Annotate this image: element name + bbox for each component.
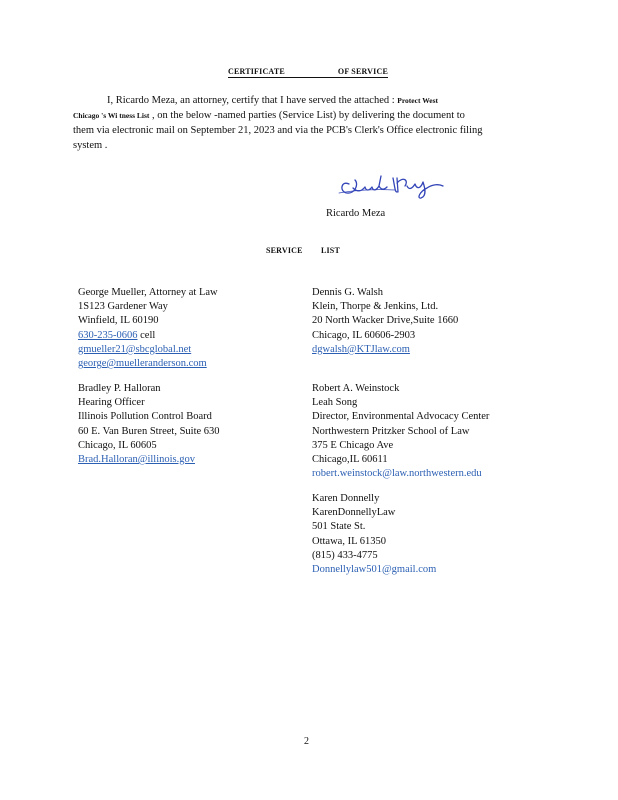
- para-line2: , on the below -named parties (Service List) by delivering the document to: [152, 110, 465, 121]
- contact-line: 501 State St.: [312, 521, 366, 533]
- document-name-part1: Protect West: [397, 96, 439, 105]
- contact-line: Ottawa, IL 61350: [312, 535, 386, 547]
- contact-walsh: [312, 286, 458, 357]
- contact-line: Northwestern Pritzker School of Law: [312, 425, 470, 437]
- contact-line: (815) 433-4775: [312, 549, 378, 561]
- contact-line: Illinois Pollution Control Board: [78, 411, 212, 423]
- phone-suffix: cell: [140, 329, 156, 341]
- email-link[interactable]: george@muelleranderson.com: [78, 358, 207, 370]
- certificate-title-left: CERTIFICATE: [228, 67, 285, 76]
- signature-image: [335, 170, 447, 200]
- contact-line: Robert A. Weinstock: [312, 383, 400, 394]
- service-list-title: [266, 246, 340, 255]
- contact-line: Bradley P. Halloran: [78, 383, 161, 394]
- contact-line: Karen Donnelly: [312, 493, 380, 504]
- contact-line: Chicago,IL 60611: [312, 454, 388, 466]
- certificate-title: [228, 67, 388, 78]
- para-line3: them via electronic mail on September 21, 2023 and via the PCB's Clerk's Office electronic filing: [73, 125, 483, 136]
- document-name-part2: Chicago 's Wi tness List: [73, 111, 150, 120]
- email-link[interactable]: Donnellylaw501@gmail.com: [312, 564, 437, 576]
- signer-name: Ricardo Meza: [326, 208, 386, 219]
- service-list-title-left: SERVICE: [266, 246, 303, 255]
- email-link[interactable]: robert.weinstock@law.northwestern.edu: [312, 468, 482, 480]
- contact-line: Director, Environmental Advocacy Center: [312, 411, 490, 423]
- contact-line: 1S123 Gardener Way: [78, 301, 168, 313]
- contact-line: KarenDonnellyLaw: [312, 507, 396, 519]
- email-link[interactable]: Brad.Halloran@illinois.gov: [78, 454, 195, 466]
- para-line4: system .: [73, 140, 108, 151]
- contact-line: 20 North Wacker Drive,Suite 1660: [312, 315, 459, 327]
- contact-line: 60 E. Van Buren Street, Suite 630: [78, 425, 220, 437]
- contact-donnelly: [312, 492, 436, 577]
- contact-line: Klein, Thorpe & Jenkins, Ltd.: [312, 301, 439, 313]
- contact-line: George Mueller, Attorney at Law: [78, 287, 218, 298]
- para-line1: I, Ricardo Meza, an attorney, certify that I have served the attached :: [107, 95, 395, 106]
- phone-link[interactable]: 630-235-0606: [78, 329, 138, 341]
- certificate-title-right: OF SERVICE: [337, 67, 388, 76]
- contact-halloran: [78, 382, 220, 467]
- page-number: 2: [304, 736, 309, 747]
- contact-weinstock: [312, 382, 489, 481]
- contact-line: 375 E Chicago Ave: [312, 439, 394, 451]
- email-link[interactable]: dgwalsh@KTJlaw.com: [312, 343, 410, 355]
- contact-line: Winfield, IL 60190: [78, 315, 159, 327]
- contact-line: Leah Song: [312, 397, 358, 409]
- contact-line: Chicago, IL 60606-2903: [312, 329, 416, 341]
- certificate-paragraph: [73, 93, 541, 153]
- contact-line: Chicago, IL 60605: [78, 439, 157, 451]
- service-list-title-right: LIST: [320, 246, 340, 255]
- contact-line: Hearing Officer: [78, 397, 145, 409]
- email-link[interactable]: gmueller21@sbcglobal.net: [78, 343, 192, 355]
- contact-line: Dennis G. Walsh: [312, 287, 383, 298]
- contact-mueller: [78, 286, 218, 371]
